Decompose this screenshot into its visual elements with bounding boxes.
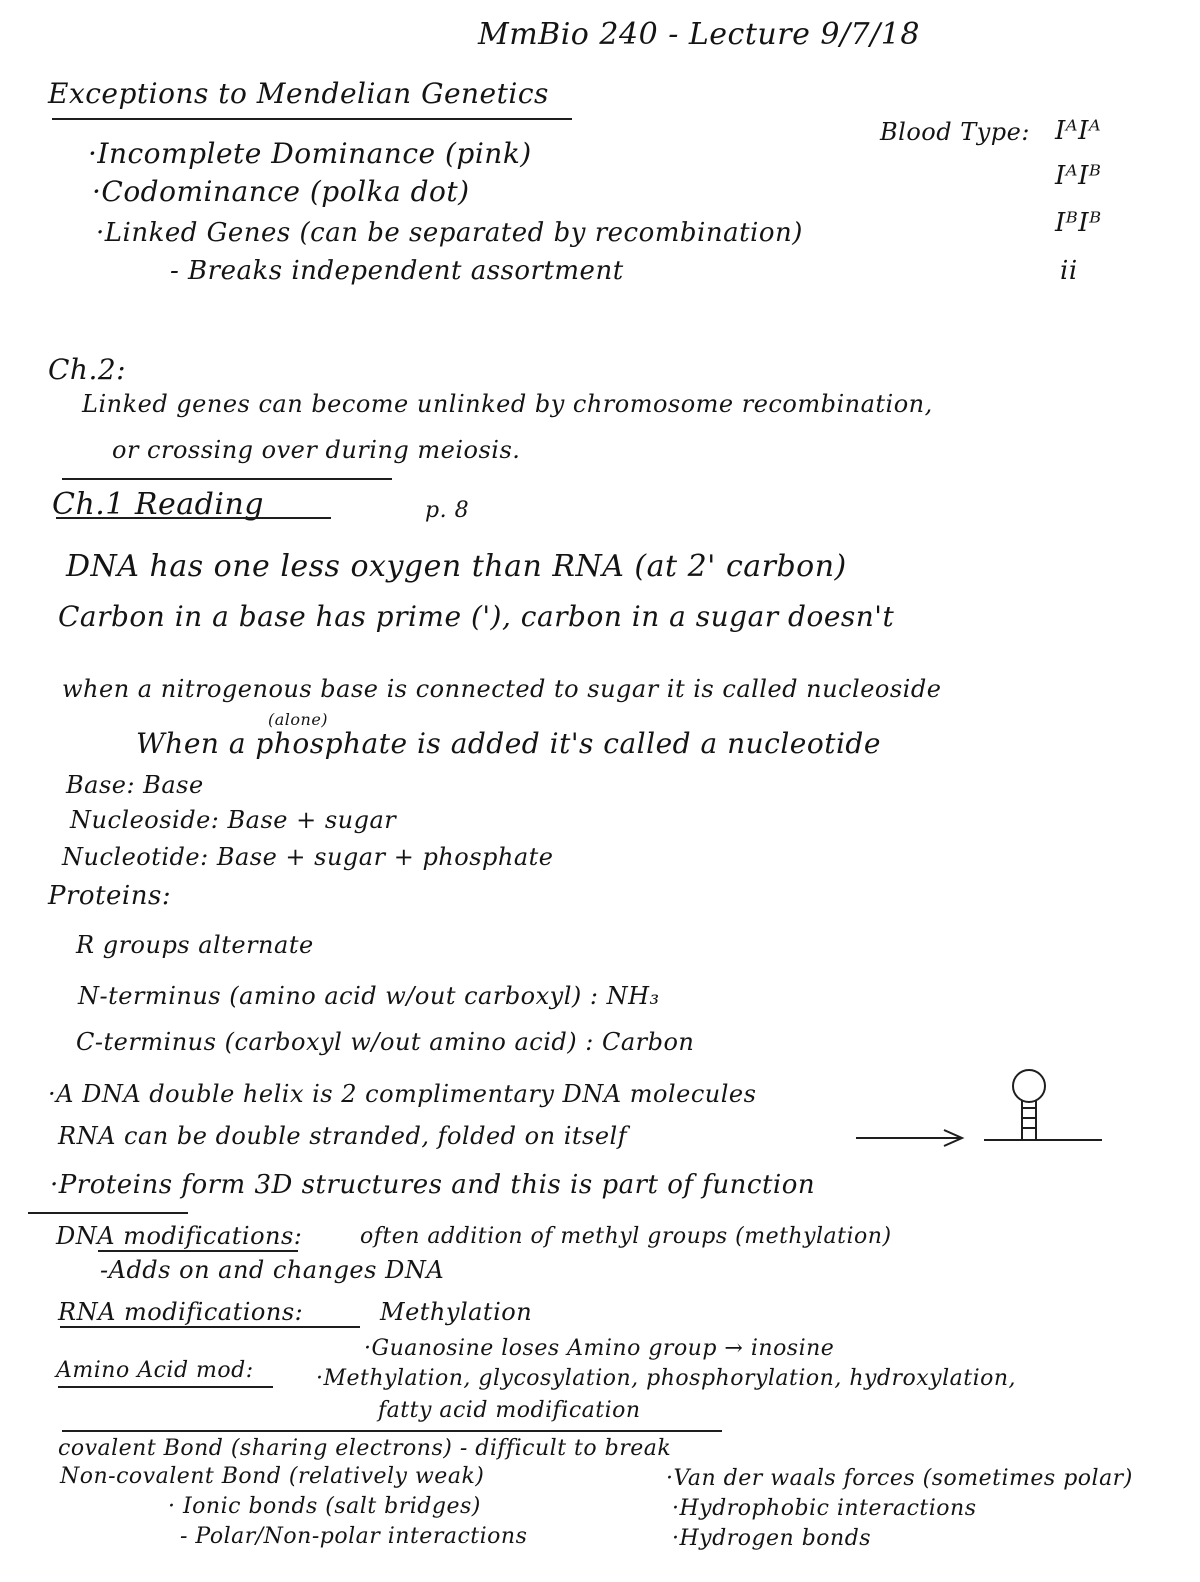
bond-polar: - Polar/Non-polar interactions: [180, 1524, 528, 1549]
exception-item-incomplete: ·Incomplete Dominance (pink): [88, 137, 532, 170]
bond-hydrogen: ·Hydrogen bonds: [672, 1526, 872, 1551]
ch1-line-dna-oxygen: DNA has one less oxygen than RNA (at 2' carbon): [66, 549, 847, 584]
definition-nucleoside: Nucleoside: Base + sugar: [70, 806, 397, 834]
proteins-heading: Proteins:: [48, 881, 172, 911]
blood-genotype-oo: ii: [1060, 256, 1078, 286]
amino-mod-underline: [58, 1386, 273, 1388]
ch2-heading: Ch.2:: [48, 353, 127, 386]
dna-mod-underline: [98, 1250, 298, 1252]
amino-mod-text: ·Methylation, glycosylation, phosphorylation, hydroxylation,: [316, 1366, 1017, 1391]
structure-proteins-3d: ·Proteins form 3D structures and this is part of function: [50, 1170, 816, 1200]
dna-mod-heading: DNA modifications:: [56, 1222, 303, 1250]
dna-mod-sub: -Adds on and changes DNA: [100, 1256, 445, 1284]
exception-subitem: - Breaks independent assortment: [170, 256, 624, 286]
bond-van-der-waals: ·Van der waals forces (sometimes polar): [666, 1466, 1133, 1491]
amino-mod-text-2: fatty acid modification: [378, 1398, 641, 1423]
bond-noncovalent: Non-covalent Bond (relatively weak): [60, 1464, 485, 1489]
ch2-line-1: Linked genes can become unlinked by chromosome recombination,: [82, 390, 933, 418]
definition-base: Base: Base: [66, 771, 204, 799]
page-title: MmBio 240 - Lecture 9/7/18: [478, 17, 920, 52]
dna-mod-text: often addition of methyl groups (methylation): [360, 1224, 892, 1249]
structure-rna-folded: RNA can be double stranded, folded on itself: [58, 1122, 628, 1150]
ch1-page-ref: p. 8: [425, 498, 470, 523]
proteins-n-terminus: N-terminus (amino acid w/out carboxyl) : NH₃: [78, 982, 660, 1010]
arrow-right-icon: [856, 1130, 962, 1146]
rna-mod-sub: ·Guanosine loses Amino group → inosine: [364, 1336, 835, 1361]
rna-mod-underline: [60, 1326, 360, 1328]
blood-type-label: Blood Type:: [880, 118, 1030, 146]
proteins-c-terminus: C-terminus (carboxyl w/out amino acid) : Carbon: [76, 1028, 695, 1056]
ch1-line-prime: Carbon in a base has prime ('), carbon in a sugar doesn't: [58, 600, 895, 633]
ch1-alone-note: (alone): [268, 710, 329, 729]
bond-hydrophobic: ·Hydrophobic interactions: [672, 1496, 977, 1521]
structure-dna-helix: ·A DNA double helix is 2 complimentary DNA molecules: [48, 1080, 757, 1108]
bond-ionic: · Ionic bonds (salt bridges): [168, 1494, 481, 1519]
modifications-divider: [62, 1430, 722, 1432]
blood-genotype-bb: IᴮIᴮ: [1055, 208, 1102, 238]
proteins-r-groups: R groups alternate: [76, 931, 314, 959]
rna-mod-heading: RNA modifications:: [58, 1298, 304, 1326]
blood-genotype-ab: IᴬIᴮ: [1055, 161, 1102, 191]
hairpin-icon: [984, 1070, 1102, 1140]
ch1-line-nucleotide: When a phosphate is added it's called a nucleotide: [136, 727, 881, 760]
structure-divider: [28, 1212, 188, 1214]
exceptions-heading: Exceptions to Mendelian Genetics: [48, 77, 549, 110]
blood-genotype-aa: IᴬIᴬ: [1055, 116, 1102, 146]
bond-covalent: covalent Bond (sharing electrons) - difficult to break: [58, 1436, 672, 1461]
ch1-line-nucleoside: when a nitrogenous base is connected to sugar it is called nucleoside: [62, 675, 942, 703]
ch2-line-2: or crossing over during meiosis.: [112, 436, 521, 464]
amino-mod-heading: Amino Acid mod:: [56, 1358, 254, 1383]
ch1-heading: Ch.1 Reading: [52, 487, 264, 522]
exception-item-codominance: ·Codominance (polka dot): [92, 175, 470, 208]
rna-mod-text: Methylation: [380, 1298, 533, 1326]
definition-nucleotide: Nucleotide: Base + sugar + phosphate: [62, 843, 554, 871]
exception-item-linked: ·Linked Genes (can be separated by recombination): [96, 218, 803, 248]
